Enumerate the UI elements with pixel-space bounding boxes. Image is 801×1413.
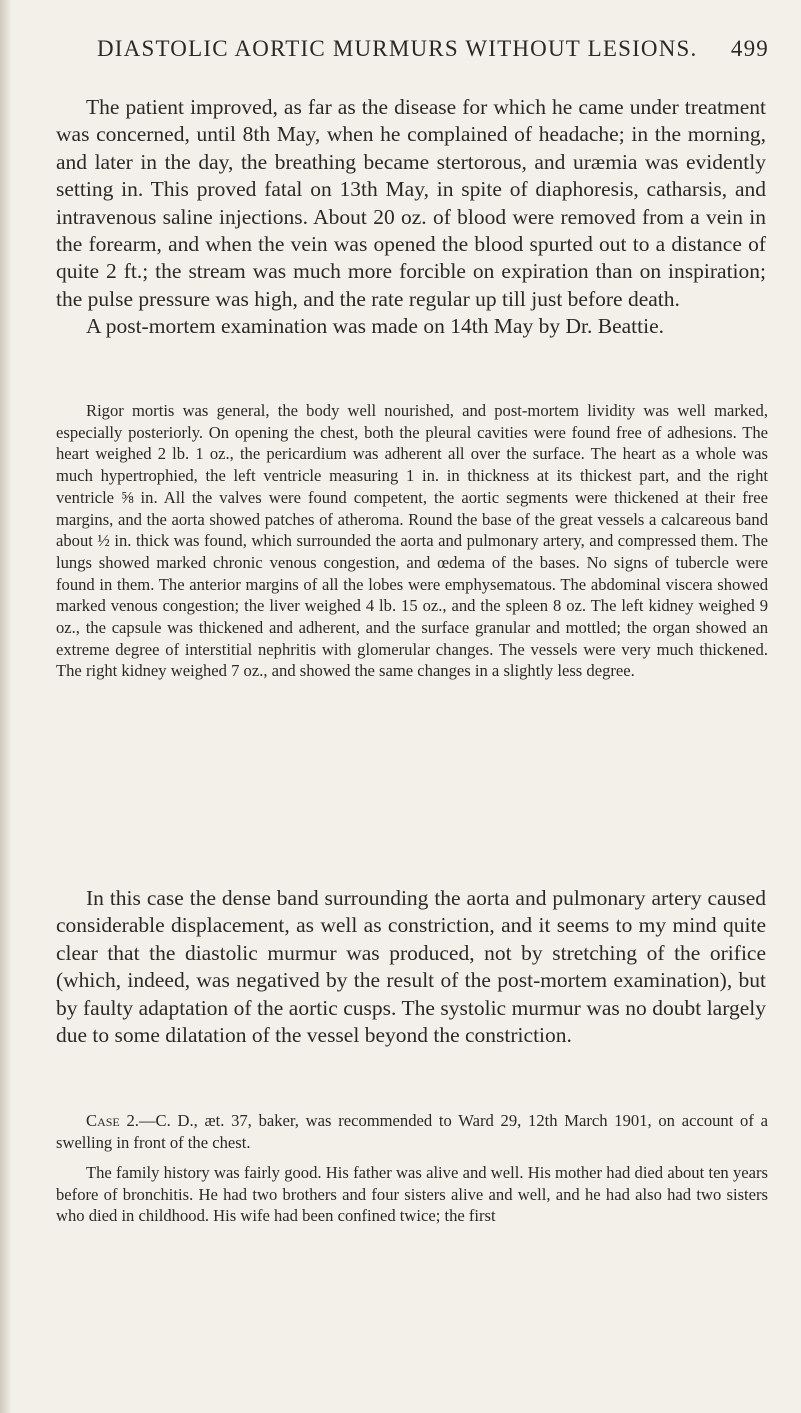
paragraph-post-mortem-intro	[56, 313, 766, 340]
paragraph-discussion	[56, 885, 766, 1049]
paragraph-text: Rigor mortis was general, the body well nourished, and post-mortem lividity was well marked, especially posteriorly. On opening the chest, both the pleural cavities were found free of adhesions. The heart weighed 2 lb. 1 oz., the pericardium was adherent all over the surface. The heart as a whole was much hypertrophied, the left ventricle measuring 1 in. in thickness at its thickest part, and the right ventricle ⅝ in. All the valves were found competent, the aortic segments were thickened at their free margins, and the aorta showed patches of atheroma. Round the base of the great vessels a calcareous band about ½ in. thick was found, which surrounded the aorta and pulmonary artery, and compressed them. The lungs showed marked chronic venous congestion, and œdema of the bases. No signs of tubercle were found in them. The anterior margins of all the lobes were emphysematous. The abdominal viscera showed marked venous congestion; the liver weighed 4 lb. 15 oz., and the spleen 8 oz. The left kidney weighed 9 oz., the capsule was thickened and adherent, and the surface granular and mottled; the organ showed an extreme degree of interstitial nephritis with glomerular changes. The vessels were very much thickened. The right kidney weighed 7 oz., and showed the same changes in a slightly less degree.	[56, 401, 768, 681]
paragraph-patient-course	[56, 94, 766, 313]
page-number: 499	[730, 36, 769, 61]
paragraph-family-history	[56, 1162, 768, 1227]
case-text: —C. D., æt. 37, baker, was recommended to Ward 29, 12th March 1901, on account of a swelling in front of the chest.	[56, 1111, 768, 1152]
running-title: DIASTOLIC AORTIC MURMURS WITHOUT LESIONS.	[97, 36, 698, 61]
page-gutter-shadow	[0, 0, 12, 1413]
paragraph-text: The family history was fairly good. His father was alive and well. His mother had died about ten years before of bronchitis. He had two brothers and four sisters alive and well, and he had also had two sisters who died in childhood. His wife had been confined twice; the first	[56, 1163, 768, 1226]
paragraph-text	[56, 1110, 768, 1153]
paragraph-text: A post-mortem examination was made on 14th May by Dr. Beattie.	[86, 314, 665, 338]
paragraph-text: In this case the dense band surrounding the aorta and pulmonary artery caused considerable displacement, as well as constriction, and it seems to my mind quite clear that the diastolic murmur was produced, not by stretching of the orifice (which, indeed, was negatived by the result of the post-mortem examination), but by faulty adaptation of the aortic cusps. The systolic murmur was no doubt largely due to some dilatation of the vessel beyond the constriction.	[56, 886, 766, 1048]
paragraph-text: The patient improved, as far as the disease for which he came under treatment was concerned, until 8th May, when he complained of headache; in the morning, and later in the day, the breathing became stertorous, and uræmia was evidently setting in. This proved fatal on 13th May, in spite of diaphoresis, catharsis, and intravenous saline injections. About 20 oz. of blood were removed from a vein in the forearm, and when the vein was opened the blood spurted out to a distance of quite 2 ft.; the stream was much more forcible on expiration than on inspiration; the pulse pressure was high, and the rate regular up till just before death.	[56, 95, 766, 311]
paragraph-case-2	[56, 1110, 768, 1153]
case-label: Case 2.	[86, 1111, 139, 1130]
paragraph-autopsy-findings	[56, 400, 768, 682]
running-head	[97, 36, 769, 66]
